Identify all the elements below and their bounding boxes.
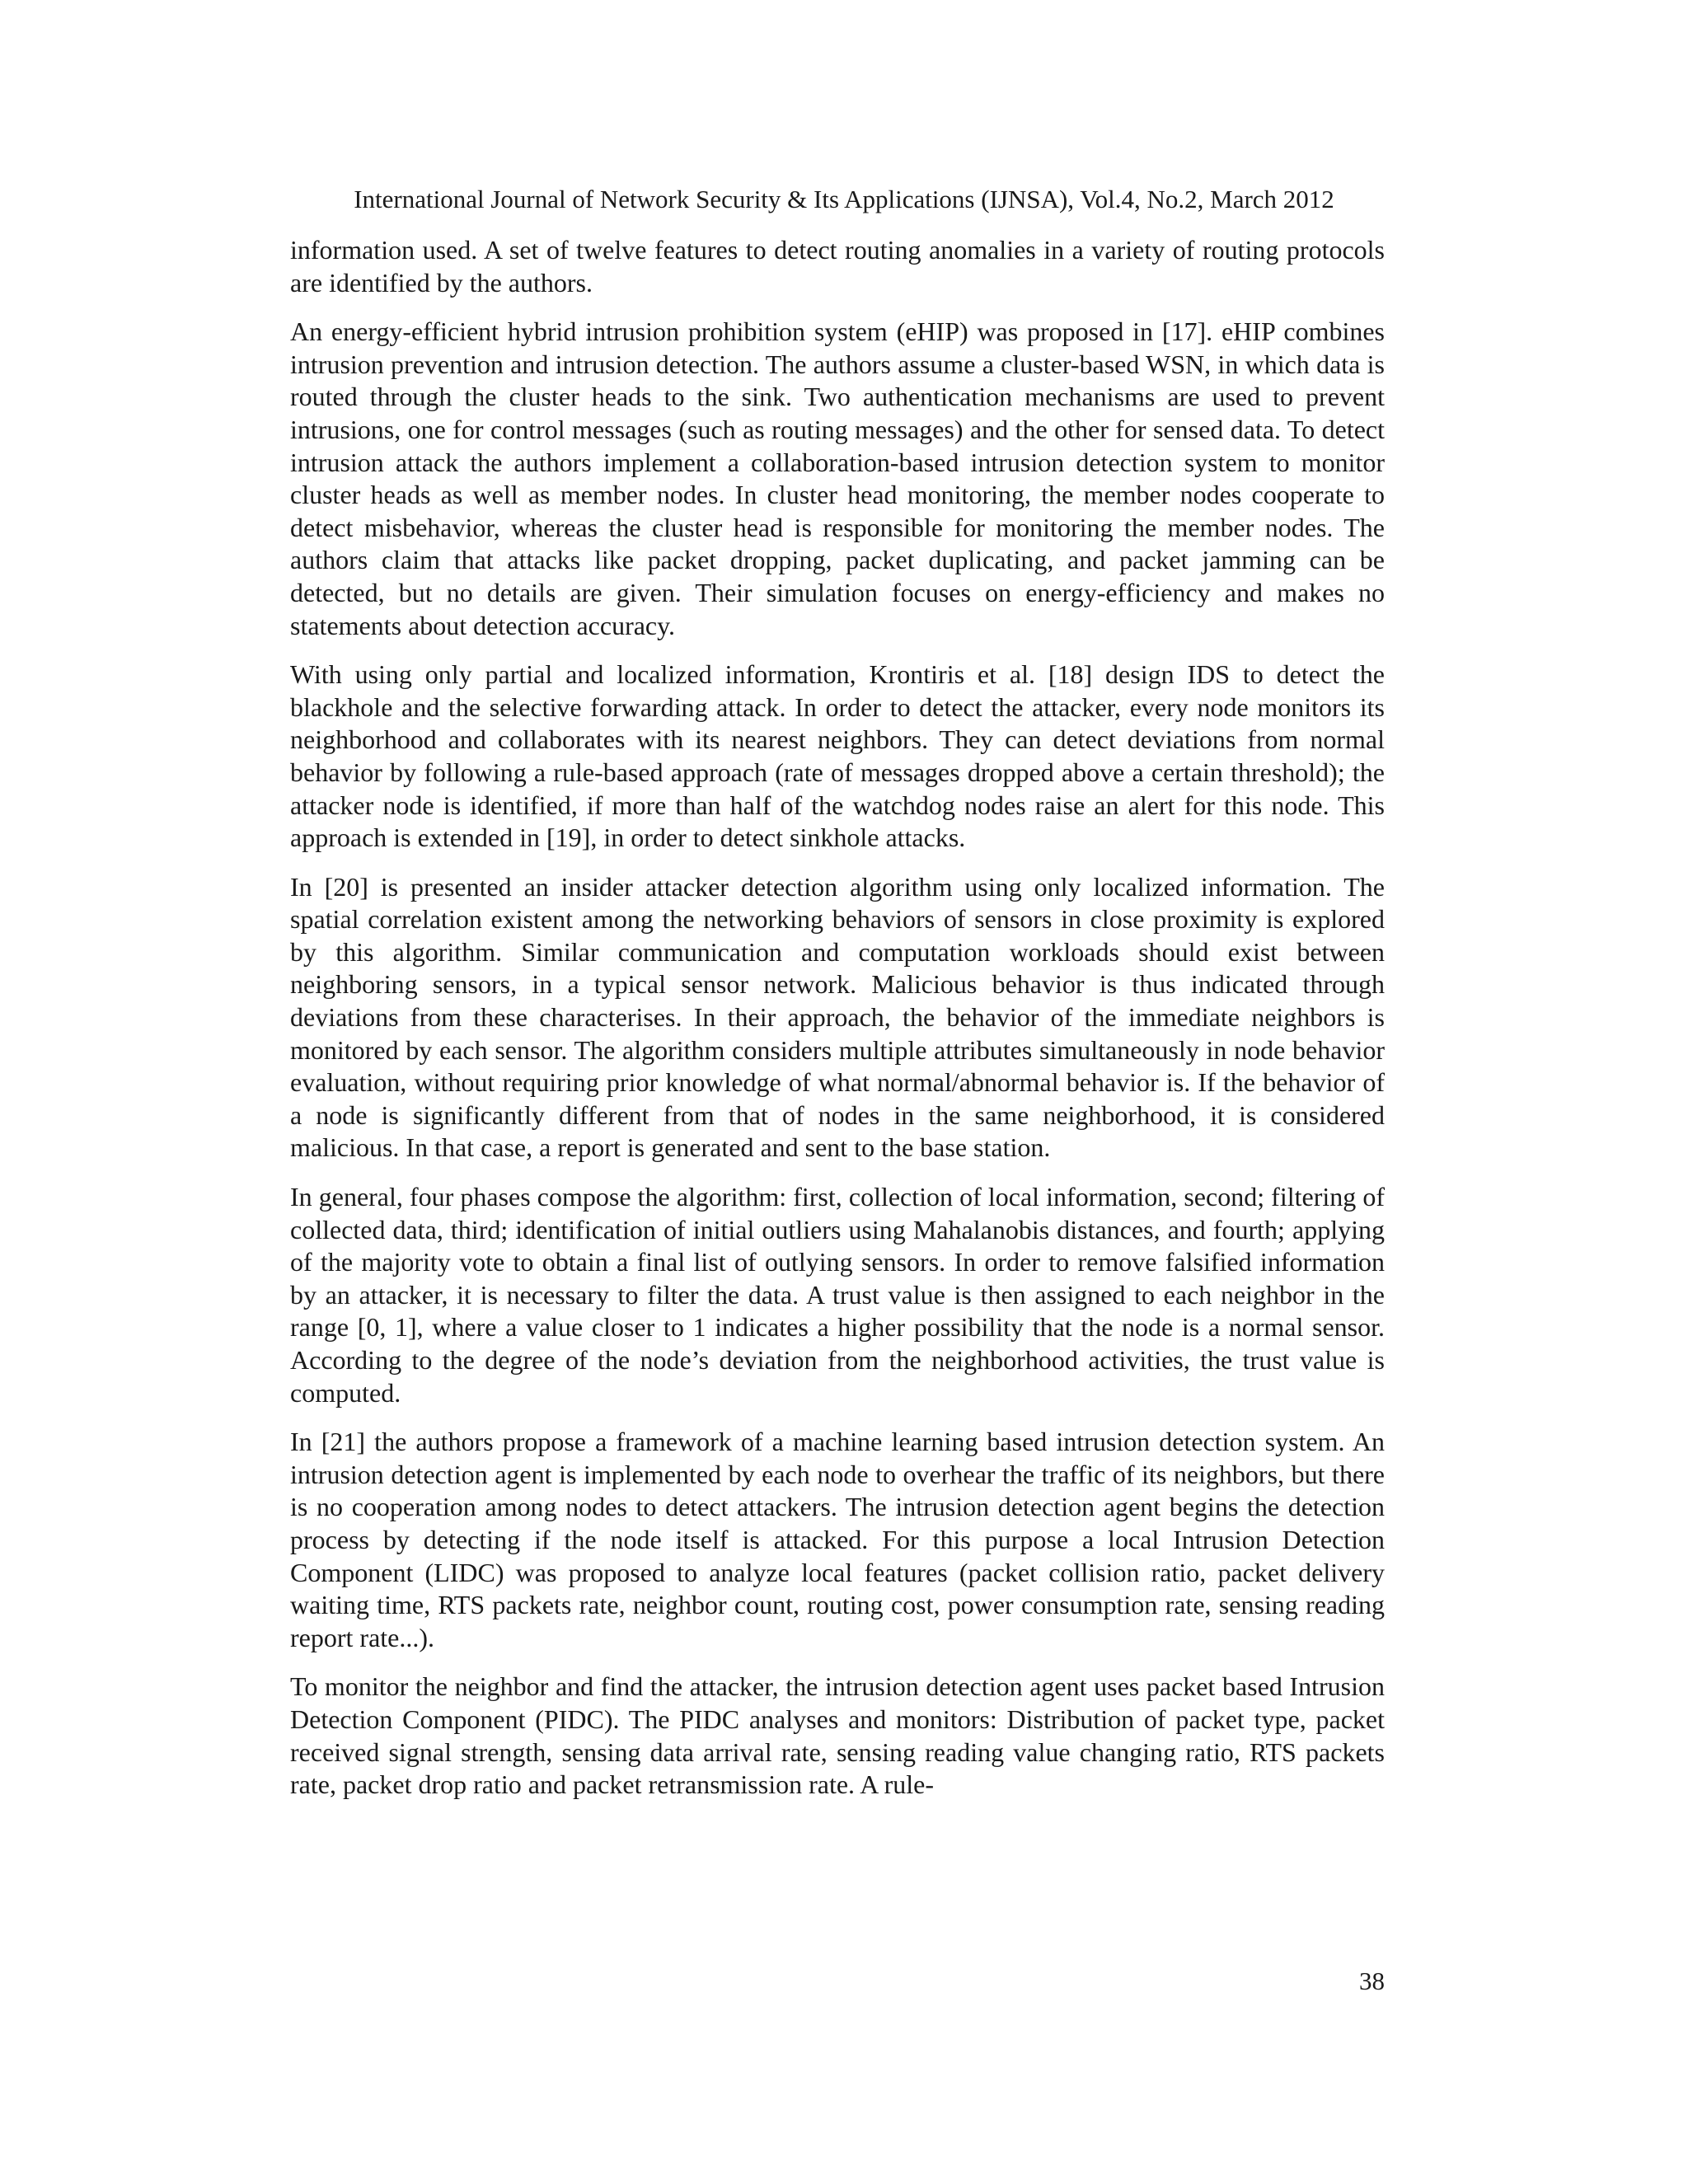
paragraph-krontiris: With using only partial and localized information, Krontiris et al. [18] design IDS to detect the blackhole and the selective forwarding attack. In order to detect the attacker, every node monitors its neighborhood and collaborates with its nearest neighbors. They can detect deviations from normal behavior by following a rule-based approach (rate of messages dropped above a certain threshold); the attacker node is identified, if more than half of the watchdog nodes raise an alert for this node. This approach is extended in [19], in order to detect sinkhole attacks.	[290, 659, 1385, 853]
body-text	[290, 234, 1385, 1818]
paragraph-continuation: information used. A set of twelve features to detect routing anomalies in a variety of routing protocols are identified by the authors.	[290, 235, 1385, 298]
page-number: 38	[1359, 1966, 1385, 1995]
paragraph-ehip: An energy-efficient hybrid intrusion prohibition system (eHIP) was proposed in [17]. eHIP combines intrusion prevention and intrusion detection. The authors assume a cluster-based WSN, in which data is routed through the cluster heads to the sink. Two authentication mechanisms are used to prevent intrusions, one for control messages (such as routing messages) and the other for sensed data. To detect intrusion attack the authors implement a collaboration-based intrusion detection system to monitor cluster heads as well as member nodes. In cluster head monitoring, the member nodes cooperate to detect misbehavior, whereas the cluster head is responsible for monitoring the member nodes. The authors claim that attacks like packet dropping, packet duplicating, and packet jamming can be detected, but no details are given. Their simulation focuses on energy-efficiency and makes no statements about detection accuracy.	[290, 316, 1385, 640]
paragraph-insider-attacker: In [20] is presented an insider attacker detection algorithm using only localized information. The spatial correlation existent among the networking behaviors of sensors in close proximity is explored by this algorithm. Similar communication and computation workloads should exist between neighboring sensors, in a typical sensor network. Malicious behavior is thus indicated through deviations from these characterises. In their approach, the behavior of the immediate neighbors is monitored by each sensor. The algorithm considers multiple attributes simultaneously in node behavior evaluation, without requiring prior knowledge of what normal/abnormal behavior is. If the behavior of a node is significantly different from that of nodes in the same neighborhood, it is considered malicious. In that case, a report is generated and sent to the base station.	[290, 871, 1385, 1163]
running-header: International Journal of Network Security & Its Applications (IJNSA), Vol.4, No.2, March 2012	[354, 185, 1334, 213]
paragraph-pidc: To monitor the neighbor and find the attacker, the intrusion detection agent uses packet based Intrusion Detection Component (PIDC). The PIDC analyses and monitors: Distribution of packet type, packet received signal strength, sensing data arrival rate, sensing reading value changing ratio, RTS packets rate, packet drop ratio and packet retransmission rate. A rule-	[290, 1671, 1385, 1800]
paragraph-ml-ids: In [21] the authors propose a framework of a machine learning based intrusion detection system. An intrusion detection agent is implemented by each node to overhear the traffic of its neighbors, but there is no cooperation among nodes to detect attackers. The intrusion detection agent begins the detection process by detecting if the node itself is attacked. For this purpose a local Intrusion Detection Component (LIDC) was proposed to analyze local features (packet collision ratio, packet delivery waiting time, RTS packets rate, neighbor count, routing cost, power consumption rate, sensing reading report rate...).	[290, 1427, 1385, 1652]
paragraph-four-phases: In general, four phases compose the algorithm: first, collection of local information, second; filtering of collected data, third; identification of initial outliers using Mahalanobis distances, and fourth; applying of the majority vote to obtain a final list of outlying sensors. In order to remove falsified information by an attacker, it is necessary to filter the data. A trust value is then assigned to each neighbor in the range [0, 1], where a value closer to 1 indicates a higher possibility that the node is a normal sensor. According to the degree of the node’s deviation from the neighborhood activities, the trust value is computed.	[290, 1182, 1385, 1408]
